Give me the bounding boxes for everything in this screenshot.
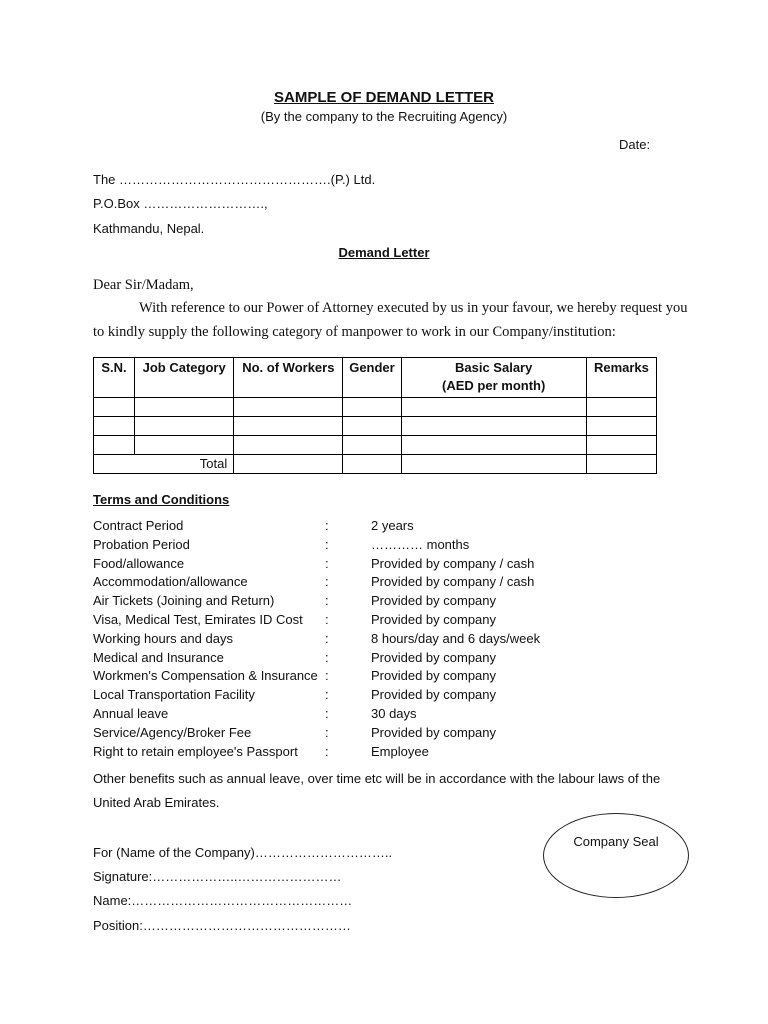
signature-name-line: Name:…………………………………………… [93, 893, 353, 908]
terms-row-colon: : [325, 687, 329, 703]
other-benefits-line-1: Other benefits such as annual leave, over time etc will be in accordance with the labour laws of the [93, 771, 661, 786]
address-line-company: The ………………………………………….(P.) Ltd. [93, 172, 376, 187]
terms-row-label: Accommodation/allowance [93, 574, 248, 590]
terms-row [93, 574, 693, 593]
column-header-no-of-workers: No. of Workers [234, 358, 343, 398]
terms-row-value: Provided by company / cash [371, 574, 535, 590]
terms-row-value: 8 hours/day and 6 days/week [371, 630, 541, 646]
signature-position-line: Position:………………………………………… [93, 918, 351, 933]
terms-row-colon: : [325, 630, 329, 646]
table-row [94, 436, 657, 455]
terms-row-value: Provided by company / cash [371, 555, 535, 571]
column-header-basic-salary [401, 358, 586, 398]
table-row [94, 398, 657, 417]
terms-row-colon: : [325, 743, 329, 759]
terms-row-value: Provided by company [371, 668, 497, 684]
basic-salary-label: Basic Salary [455, 360, 533, 375]
company-seal-circle [543, 813, 689, 898]
terms-row-colon: : [325, 555, 329, 571]
terms-row-colon: : [325, 724, 329, 740]
terms-row [93, 650, 693, 669]
terms-row-label: Visa, Medical Test, Emirates ID Cost [93, 612, 303, 627]
table-header-row [94, 358, 657, 398]
terms-row-colon: : [325, 668, 329, 684]
terms-row-colon: : [325, 612, 329, 627]
terms-row-label: Probation Period [93, 536, 190, 552]
terms-row-value: Provided by company [371, 649, 497, 665]
terms-row-label: Local Transportation Facility [93, 687, 255, 703]
terms-row [93, 725, 693, 744]
terms-row-value: ………… months [371, 536, 470, 552]
terms-row-label: Workmen's Compensation & Insurance [93, 668, 318, 684]
terms-row-value: Provided by company [371, 593, 497, 609]
terms-row [93, 631, 693, 650]
terms-row-colon: : [325, 593, 329, 609]
manpower-demand-table [93, 357, 657, 474]
address-line-pobox: P.O.Box ………………………., [93, 196, 268, 211]
terms-row [93, 593, 693, 612]
letter-body-line-1: With reference to our Power of Attorney executed by us in your favour, we hereby request you [139, 300, 688, 316]
document-subtitle: (By the company to the Recruiting Agency) [260, 109, 508, 124]
terms-row-label: Contract Period [93, 518, 184, 533]
terms-row-label: Annual leave [93, 706, 169, 721]
terms-row-label: Right to retain employee's Passport [93, 743, 298, 759]
table-total-row [94, 455, 657, 474]
terms-heading: Terms and Conditions [93, 492, 230, 507]
terms-row-value: Employee [371, 743, 429, 759]
company-seal-label: Company Seal [573, 834, 659, 849]
terms-row-colon: : [325, 536, 329, 552]
terms-row-colon: : [325, 649, 329, 665]
terms-row [93, 612, 693, 631]
column-header-job-category: Job Category [135, 358, 234, 398]
signature-line: Signature:………………..…………………… [93, 869, 342, 884]
document-title: SAMPLE OF DEMAND LETTER [274, 89, 494, 106]
terms-row-value: 2 years [371, 518, 414, 533]
terms-row [93, 518, 693, 537]
terms-row-value: Provided by company [371, 724, 497, 740]
terms-row [93, 687, 693, 706]
terms-row [93, 537, 693, 556]
table-row [94, 417, 657, 436]
signature-company-line: For (Name of the Company)………………………….. [93, 845, 393, 860]
terms-row-colon: : [325, 574, 329, 590]
terms-row [93, 556, 693, 575]
terms-row-label: Working hours and days [93, 630, 233, 646]
terms-row-label: Air Tickets (Joining and Return) [93, 593, 275, 609]
terms-row-label: Medical and Insurance [93, 649, 224, 665]
column-header-remarks: Remarks [586, 358, 656, 398]
terms-row-colon: : [325, 518, 329, 533]
column-header-sn: S.N. [94, 358, 135, 398]
terms-row-colon: : [325, 706, 329, 721]
terms-row [93, 668, 693, 687]
terms-row-value: Provided by company [371, 687, 497, 703]
column-header-gender: Gender [343, 358, 401, 398]
terms-row-value: Provided by company [371, 612, 497, 627]
total-label: Total [94, 455, 234, 474]
terms-row-value: 30 days [371, 706, 417, 721]
date-label: Date: [619, 137, 651, 152]
basic-salary-unit: (AED per month) [442, 378, 546, 393]
terms-row-label: Food/allowance [93, 555, 185, 571]
terms-row-label: Service/Agency/Broker Fee [93, 724, 252, 740]
salutation: Dear Sir/Madam, [93, 277, 194, 293]
address-line-city: Kathmandu, Nepal. [93, 221, 205, 236]
terms-row [93, 744, 693, 763]
demand-letter-heading: Demand Letter [338, 245, 430, 260]
terms-row [93, 706, 693, 725]
other-benefits-line-2: United Arab Emirates. [93, 795, 220, 810]
letter-body-line-2: to kindly supply the following category of manpower to work in our Company/institution: [93, 324, 616, 340]
